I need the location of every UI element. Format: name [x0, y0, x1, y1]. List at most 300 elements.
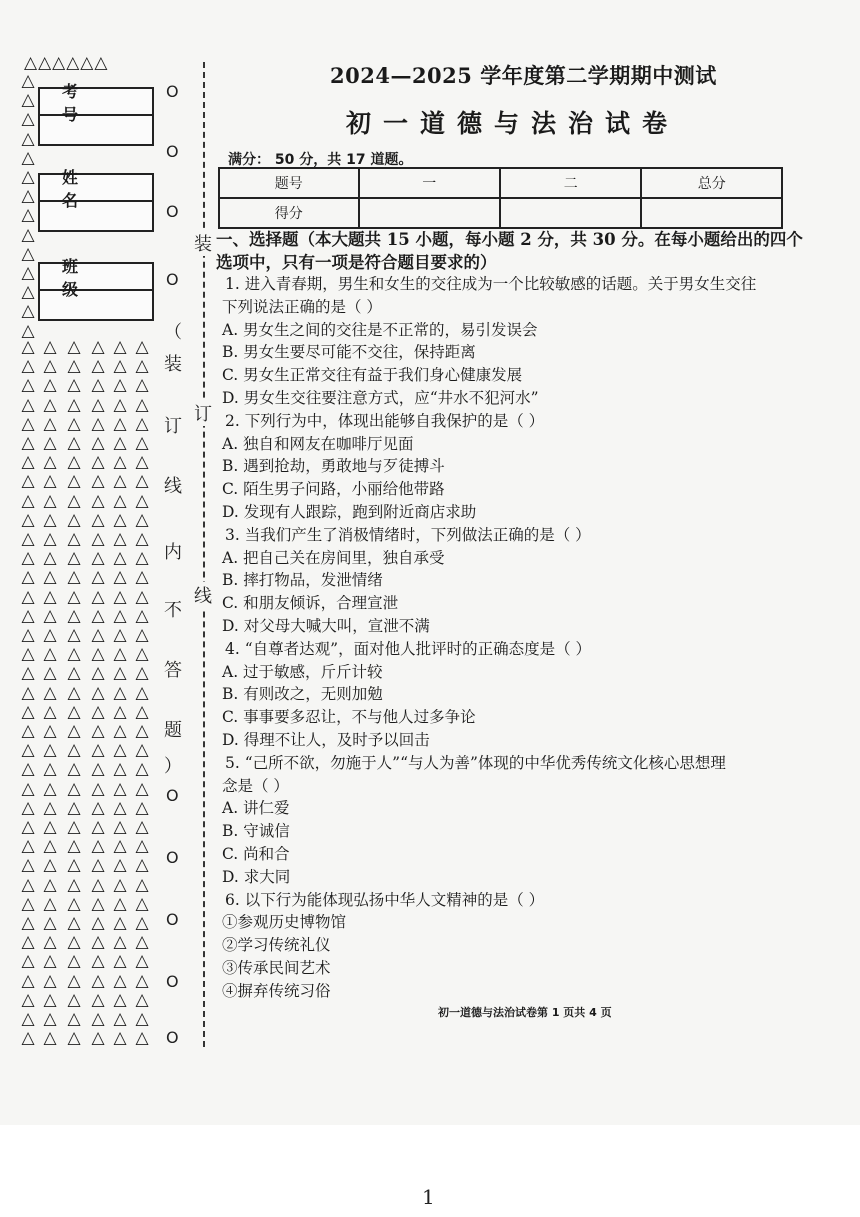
- triangle-mark: △: [113, 567, 127, 588]
- triangle-mark: △: [135, 586, 149, 607]
- binding-note-char: 不: [164, 600, 182, 621]
- triangle-mark: △: [113, 855, 127, 876]
- exam-subtitle: 初一道德与法治试卷: [346, 109, 680, 138]
- triangle-mark: △: [91, 797, 105, 818]
- triangle-mark: △: [43, 989, 57, 1010]
- triangle-mark: △: [67, 932, 81, 953]
- answer-option: B. 男女生要尽可能不交往，保持距离: [222, 343, 476, 362]
- triangle-mark: △: [91, 970, 105, 991]
- triangle-mark: △: [21, 682, 35, 703]
- triangle-mark: △: [113, 433, 127, 453]
- exam-title: 2024—2025 学年度第二学期期中测试: [330, 63, 717, 88]
- triangle-mark: △: [113, 586, 127, 607]
- triangle-mark: △: [91, 740, 105, 761]
- triangle-mark: △: [113, 548, 127, 569]
- binding-circle: O: [166, 972, 179, 991]
- answer-option: D. 求大同: [222, 867, 291, 886]
- triangle-mark: △: [135, 644, 149, 665]
- answer-option: C. 陌生男子问路，小丽给他带路: [222, 480, 445, 499]
- triangle-mark: △: [43, 471, 57, 492]
- triangle-mark: △: [135, 433, 149, 453]
- triangle-mark: △: [21, 1028, 35, 1049]
- triangle-mark: △: [21, 586, 35, 607]
- triangle-mark: △: [135, 721, 149, 741]
- triangle-mark: △: [135, 394, 149, 415]
- triangle-mark: △: [67, 663, 81, 684]
- triangle-mark: △: [21, 701, 35, 722]
- triangle-mark: △: [21, 224, 35, 245]
- triangle-mark: △: [91, 509, 105, 530]
- triangle-mark: △: [21, 320, 35, 341]
- answer-option: A. 男女生之间的交往是不正常的，易引发误会: [222, 320, 538, 339]
- triangle-mark: △: [135, 874, 149, 895]
- triangle-mark: △: [21, 644, 35, 665]
- triangle-mark: △: [43, 529, 57, 549]
- triangle-mark: △: [91, 778, 105, 799]
- triangle-mark: △: [67, 721, 81, 741]
- question-stem: 5. “己所不欲，勿施于人”“与人为善”体现的中华优秀传统文化核心思想理: [225, 753, 726, 772]
- triangle-mark: △: [43, 509, 57, 530]
- triangle-mark: △: [43, 1028, 57, 1049]
- triangle-mark: △: [91, 663, 105, 684]
- triangle-mark: △: [21, 375, 35, 396]
- triangle-mark: △: [21, 913, 35, 933]
- name-label: 姓名: [40, 175, 152, 202]
- triangle-mark: △: [43, 797, 57, 818]
- answer-option: D. 对父母大喊大叫，宣泄不满: [222, 617, 430, 635]
- triangle-mark: △: [43, 951, 57, 972]
- triangle-mark: △: [113, 663, 127, 684]
- triangle-mark: △: [113, 375, 127, 396]
- triangle-mark: △: [113, 932, 127, 953]
- answer-option: D. 得理不让人，及时予以回击: [222, 731, 430, 749]
- triangle-mark: △: [21, 759, 35, 780]
- triangle-mark: △: [91, 337, 105, 357]
- triangle-mark: △: [67, 509, 81, 530]
- question-stem: 1. 进入青春期，男生和女生的交往成为一个比较敏感的话题。关于男女生交往: [225, 275, 757, 293]
- triangle-mark: △: [113, 605, 127, 626]
- binding-dashed-line: [203, 62, 205, 1047]
- triangle-mark: △: [43, 682, 57, 703]
- triangle-mark: △: [21, 855, 35, 876]
- triangle-mark: △: [67, 490, 81, 511]
- triangle-mark: △: [91, 682, 105, 703]
- triangle-mark: △: [91, 989, 105, 1010]
- triangle-mark: △: [67, 740, 81, 761]
- triangle-mark: △: [21, 243, 35, 264]
- triangle-mark: △: [91, 452, 105, 473]
- triangle-mark: △: [21, 109, 35, 130]
- triangle-mark: △: [21, 509, 35, 530]
- triangle-mark: △: [113, 759, 127, 780]
- score-cell: 二: [500, 168, 641, 198]
- triangle-mark: △: [67, 586, 81, 607]
- page-number: 1: [422, 1185, 435, 1209]
- triangle-mark: △: [67, 778, 81, 799]
- triangle-mark: △: [43, 625, 57, 645]
- triangle-mark: △: [135, 951, 149, 972]
- triangle-mark: △: [21, 951, 35, 972]
- triangle-mark: △: [91, 356, 105, 377]
- triangle-mark: △: [113, 529, 127, 549]
- binding-note-char: 装: [164, 354, 182, 375]
- triangle-mark: △: [67, 951, 81, 972]
- triangle-mark: △: [113, 701, 127, 722]
- binding-circle: O: [166, 910, 179, 929]
- triangle-mark: △: [113, 778, 127, 799]
- triangle-mark: △: [67, 452, 81, 473]
- triangle-mark: △: [91, 567, 105, 588]
- answer-option: ①参观历史博物馆: [222, 913, 347, 932]
- triangle-mark: △: [21, 147, 35, 168]
- triangle-mark: △: [43, 874, 57, 895]
- triangle-mark: △: [21, 413, 35, 434]
- binding-circle: O: [166, 142, 179, 161]
- binding-circle: O: [166, 270, 179, 289]
- triangle-mark: △: [67, 989, 81, 1010]
- triangle-mark: △: [43, 548, 57, 569]
- triangle-mark: △: [67, 625, 81, 645]
- triangle-mark: △: [91, 701, 105, 722]
- answer-option: A. 独自和网友在咖啡厅见面: [222, 434, 414, 453]
- triangle-mark: △: [113, 893, 127, 914]
- triangle-mark: △: [135, 509, 149, 530]
- triangle-mark: △: [67, 893, 81, 914]
- triangle-mark: △: [21, 932, 35, 953]
- triangle-mark: △: [21, 452, 35, 473]
- triangle-mark: △: [43, 394, 57, 415]
- triangle-mark: △: [113, 874, 127, 895]
- question-stem: 3. 当我们产生了消极情绪时，下列做法正确的是（ ）: [225, 525, 591, 544]
- triangle-mark: △: [67, 759, 81, 780]
- triangle-mark: △: [67, 1009, 81, 1029]
- triangle-mark: △: [21, 433, 35, 453]
- triangle-mark: △: [43, 433, 57, 453]
- triangle-mark: △: [67, 471, 81, 492]
- triangle-mark: △: [21, 167, 35, 187]
- class-box: [38, 256, 154, 321]
- triangle-mark: △: [135, 740, 149, 761]
- triangle-mark: △: [43, 721, 57, 741]
- triangle-mark: △: [113, 951, 127, 972]
- answer-option: A. 过于敏感，斤斤计较: [222, 662, 383, 681]
- triangle-mark: △: [21, 817, 35, 837]
- triangle-mark: △: [91, 932, 105, 953]
- triangle-mark: △: [67, 548, 81, 569]
- triangle-mark: △: [91, 490, 105, 511]
- score-cell: 总分: [641, 168, 782, 198]
- triangle-mark: △: [21, 548, 35, 569]
- triangle-mark: △: [91, 586, 105, 607]
- answer-option: B. 守诚信: [222, 822, 290, 841]
- triangle-mark: △: [21, 893, 35, 914]
- triangle-mark: △: [67, 970, 81, 991]
- triangle-mark: △: [135, 778, 149, 799]
- triangle-mark: △: [91, 836, 105, 857]
- triangle-mark: △: [21, 71, 35, 91]
- binding-line-char: 线: [194, 582, 212, 608]
- triangle-mark: △: [135, 471, 149, 492]
- triangle-mark: △: [91, 529, 105, 549]
- answer-option: D. 发现有人跟踪，跑到附近商店求助: [222, 503, 477, 521]
- section-heading-line: 一、选择题（本大题共 15 小题，每小题 2 分，共 30 分。在每小题给出的四个: [216, 230, 803, 249]
- triangle-mark: △: [43, 932, 57, 953]
- triangle-mark: △: [21, 529, 35, 549]
- triangle-mark: △: [43, 356, 57, 377]
- triangle-mark: △: [113, 740, 127, 761]
- binding-note-char: 题: [164, 720, 182, 741]
- triangle-mark: △: [43, 817, 57, 837]
- score-input-cell[interactable]: [359, 198, 500, 228]
- triangle-mark: △: [43, 413, 57, 434]
- triangle-mark: △: [21, 356, 35, 377]
- binding-circle: O: [166, 1028, 179, 1047]
- exam-number-label: 考号: [40, 89, 152, 116]
- triangle-mark: △: [21, 625, 35, 645]
- answer-option: B. 有则改之，无则加勉: [222, 685, 383, 704]
- triangle-mark: △: [135, 548, 149, 569]
- triangle-mark: △: [91, 855, 105, 876]
- triangle-mark: △: [135, 567, 149, 588]
- binding-note-char: （: [164, 322, 182, 343]
- triangle-mark: △: [135, 605, 149, 626]
- triangle-mark: △: [21, 490, 35, 511]
- triangle-mark: △: [91, 433, 105, 453]
- triangle-mark: △: [113, 413, 127, 434]
- score-cell: 得分: [219, 198, 359, 228]
- triangle-mark: △: [43, 605, 57, 626]
- triangle-mark: △: [135, 989, 149, 1010]
- question-stem: 念是（ ）: [222, 776, 289, 795]
- triangle-mark: △: [135, 625, 149, 645]
- binding-note-char: 内: [164, 542, 182, 563]
- triangle-mark: △: [21, 282, 35, 303]
- triangle-mark: △: [43, 644, 57, 665]
- triangle-mark: △: [21, 263, 35, 283]
- triangle-mark: △: [91, 471, 105, 492]
- exam-meta: 满分： 50 分，共 17 道题。: [228, 152, 413, 168]
- triangle-mark: △: [135, 759, 149, 780]
- triangle-mark: △: [67, 817, 81, 837]
- triangle-mark: △: [135, 682, 149, 703]
- triangle-mark: △: [43, 567, 57, 588]
- section-heading-line: 选项中，只有一项是符合题目要求的）: [216, 253, 497, 272]
- answer-option: A. 讲仁爱: [222, 799, 290, 818]
- triangle-mark: △: [67, 413, 81, 434]
- binding-note-char: ）: [164, 756, 182, 777]
- triangle-mark: △: [43, 701, 57, 722]
- triangle-mark: △: [113, 644, 127, 665]
- triangle-mark: △: [43, 893, 57, 914]
- triangle-mark: △: [113, 490, 127, 511]
- answer-option: ④摒弃传统习俗: [222, 981, 331, 1000]
- answer-option: C. 和朋友倾诉，合理宣泄: [222, 594, 399, 613]
- triangle-mark: △: [67, 836, 81, 857]
- triangle-mark: △: [113, 1028, 127, 1049]
- triangle-mark: △: [135, 836, 149, 857]
- triangle-mark: △: [135, 529, 149, 549]
- triangle-mark: △: [91, 605, 105, 626]
- triangle-mark: △: [91, 413, 105, 434]
- score-cell: 题号: [219, 168, 359, 198]
- triangle-mark: △: [67, 797, 81, 818]
- answer-option: C. 事事要多忍让，不与他人过多争论: [222, 708, 476, 727]
- triangle-mark: △: [43, 337, 57, 357]
- triangle-mark: △: [135, 375, 149, 396]
- score-cell: 一: [359, 168, 500, 198]
- triangle-mark: △: [43, 375, 57, 396]
- triangle-mark: △: [67, 356, 81, 377]
- answer-option: B. 摔打物品，发泄情绪: [222, 571, 383, 590]
- triangle-mark: △: [43, 586, 57, 607]
- question-stem: 6. 以下行为能体现弘扬中华人文精神的是（ ）: [225, 890, 545, 909]
- triangle-mark: △: [113, 625, 127, 645]
- triangle-mark: △: [43, 740, 57, 761]
- triangle-mark: △: [135, 663, 149, 684]
- triangle-mark: △: [21, 205, 35, 226]
- triangle-mark: △: [113, 682, 127, 703]
- triangle-mark: △: [113, 836, 127, 857]
- triangle-mark: △: [91, 644, 105, 665]
- triangle-mark: △: [91, 625, 105, 645]
- triangle-mark: △: [67, 874, 81, 895]
- triangle-mark: △: [91, 548, 105, 569]
- triangle-mark: △: [43, 663, 57, 684]
- triangle-mark: △: [67, 644, 81, 665]
- triangle-mark: △: [135, 797, 149, 818]
- binding-circle: O: [166, 848, 179, 867]
- binding-line-char: 装: [194, 230, 212, 256]
- answer-option: ③传承民间艺术: [222, 959, 331, 977]
- triangle-mark: △: [135, 356, 149, 377]
- triangle-mark: △: [21, 1009, 35, 1029]
- triangle-mark: △: [21, 970, 35, 991]
- answer-option: C. 男女生正常交往有益于我们身心健康发展: [222, 366, 523, 385]
- score-input-cell[interactable]: [500, 198, 641, 228]
- triangle-mark: △: [113, 509, 127, 530]
- triangle-mark: △: [43, 452, 57, 473]
- binding-circle: O: [166, 202, 179, 221]
- triangle-mark: △: [21, 337, 35, 357]
- triangle-mark: △: [43, 855, 57, 876]
- triangle-mark: △: [67, 1028, 81, 1049]
- triangle-mark: △: [21, 874, 35, 895]
- triangle-mark: △: [67, 394, 81, 415]
- triangle-mark: △: [135, 893, 149, 914]
- score-input-cell[interactable]: [641, 198, 782, 228]
- triangle-mark: △: [21, 721, 35, 741]
- binding-circle: O: [166, 82, 179, 101]
- answer-option: B. 遇到抢劫，勇敢地与歹徒搏斗: [222, 457, 445, 476]
- score-table-header-row: [219, 168, 782, 198]
- triangle-mark: △: [113, 337, 127, 357]
- binding-note-char: 答: [164, 660, 182, 681]
- class-label: 班级: [40, 264, 152, 291]
- triangle-mark: △: [21, 663, 35, 684]
- question-stem: 4. “自尊者达观”，面对他人批评时的正确态度是（ ）: [225, 639, 591, 658]
- triangle-mark: △: [21, 186, 35, 207]
- triangle-mark: △: [21, 740, 35, 761]
- triangle-mark: △: [113, 797, 127, 818]
- triangle-mark: △: [91, 394, 105, 415]
- triangle-mark: △: [135, 413, 149, 434]
- triangle-mark: △: [91, 1009, 105, 1029]
- triangle-mark: △: [135, 817, 149, 837]
- triangle-mark: △: [67, 701, 81, 722]
- triangle-mark: △: [91, 893, 105, 914]
- triangle-mark: △: [43, 759, 57, 780]
- triangle-mark: △: [43, 490, 57, 511]
- triangle-mark: △: [21, 989, 35, 1010]
- section-heading: [216, 228, 816, 274]
- triangle-mark: △: [135, 932, 149, 953]
- triangle-mark: △: [91, 874, 105, 895]
- triangle-mark: △: [135, 970, 149, 991]
- name-box: [38, 167, 154, 232]
- triangle-mark: △: [21, 301, 35, 322]
- triangle-mark: △: [91, 913, 105, 933]
- triangle-mark: △: [43, 836, 57, 857]
- triangle-mark: △: [113, 452, 127, 473]
- triangle-mark: △: [43, 970, 57, 991]
- triangle-mark: △: [113, 471, 127, 492]
- page-footer: 初一道德与法治试卷第 1 页共 4 页: [438, 1006, 612, 1019]
- triangle-mark: △: [21, 394, 35, 415]
- answer-option: D. 男女生交往要注意方式，应“井水不犯河水”: [222, 389, 539, 407]
- triangle-mark: △: [91, 1028, 105, 1049]
- triangle-mark: △: [67, 605, 81, 626]
- question-stem: 下列说法正确的是（ ）: [222, 297, 382, 316]
- answer-option: ②学习传统礼仪: [222, 936, 331, 955]
- triangle-mark: △: [67, 855, 81, 876]
- score-table: [218, 167, 783, 229]
- triangle-mark: △: [91, 721, 105, 741]
- triangle-mark: △: [113, 394, 127, 415]
- triangle-mark: △: [135, 1009, 149, 1029]
- triangle-mark: △: [21, 567, 35, 588]
- triangle-mark: △: [113, 721, 127, 741]
- triangle-mark: △: [135, 1028, 149, 1049]
- question-stem: 2. 下列行为中，体现出能够自我保护的是（ ）: [225, 411, 545, 430]
- triangle-mark: △: [135, 452, 149, 473]
- triangle-mark: △: [21, 605, 35, 626]
- triangle-mark: △: [91, 759, 105, 780]
- triangle-mark: △: [135, 490, 149, 511]
- binding-line-char: 订: [194, 400, 212, 426]
- triangle-mark: △: [43, 913, 57, 933]
- triangle-mark: △: [21, 90, 35, 111]
- triangle-mark: △: [21, 797, 35, 818]
- triangle-mark: △: [135, 913, 149, 933]
- triangle-mark: △: [67, 433, 81, 453]
- triangle-mark: △: [43, 1009, 57, 1029]
- triangle-mark: △: [67, 913, 81, 933]
- triangle-mark: △: [91, 951, 105, 972]
- triangle-mark: △: [113, 970, 127, 991]
- triangle-mark: △: [91, 817, 105, 837]
- triangle-mark: △: [67, 529, 81, 549]
- binding-circle: O: [166, 786, 179, 805]
- exam-number-box: [38, 81, 154, 146]
- triangle-mark: △: [43, 778, 57, 799]
- triangle-mark: △: [67, 375, 81, 396]
- triangle-mark: △: [135, 855, 149, 876]
- triangle-mark: △: [135, 701, 149, 722]
- triangle-mark: △: [67, 567, 81, 588]
- triangle-mark: △: [113, 356, 127, 377]
- triangle-mark: △: [21, 778, 35, 799]
- triangle-mark: △: [67, 337, 81, 357]
